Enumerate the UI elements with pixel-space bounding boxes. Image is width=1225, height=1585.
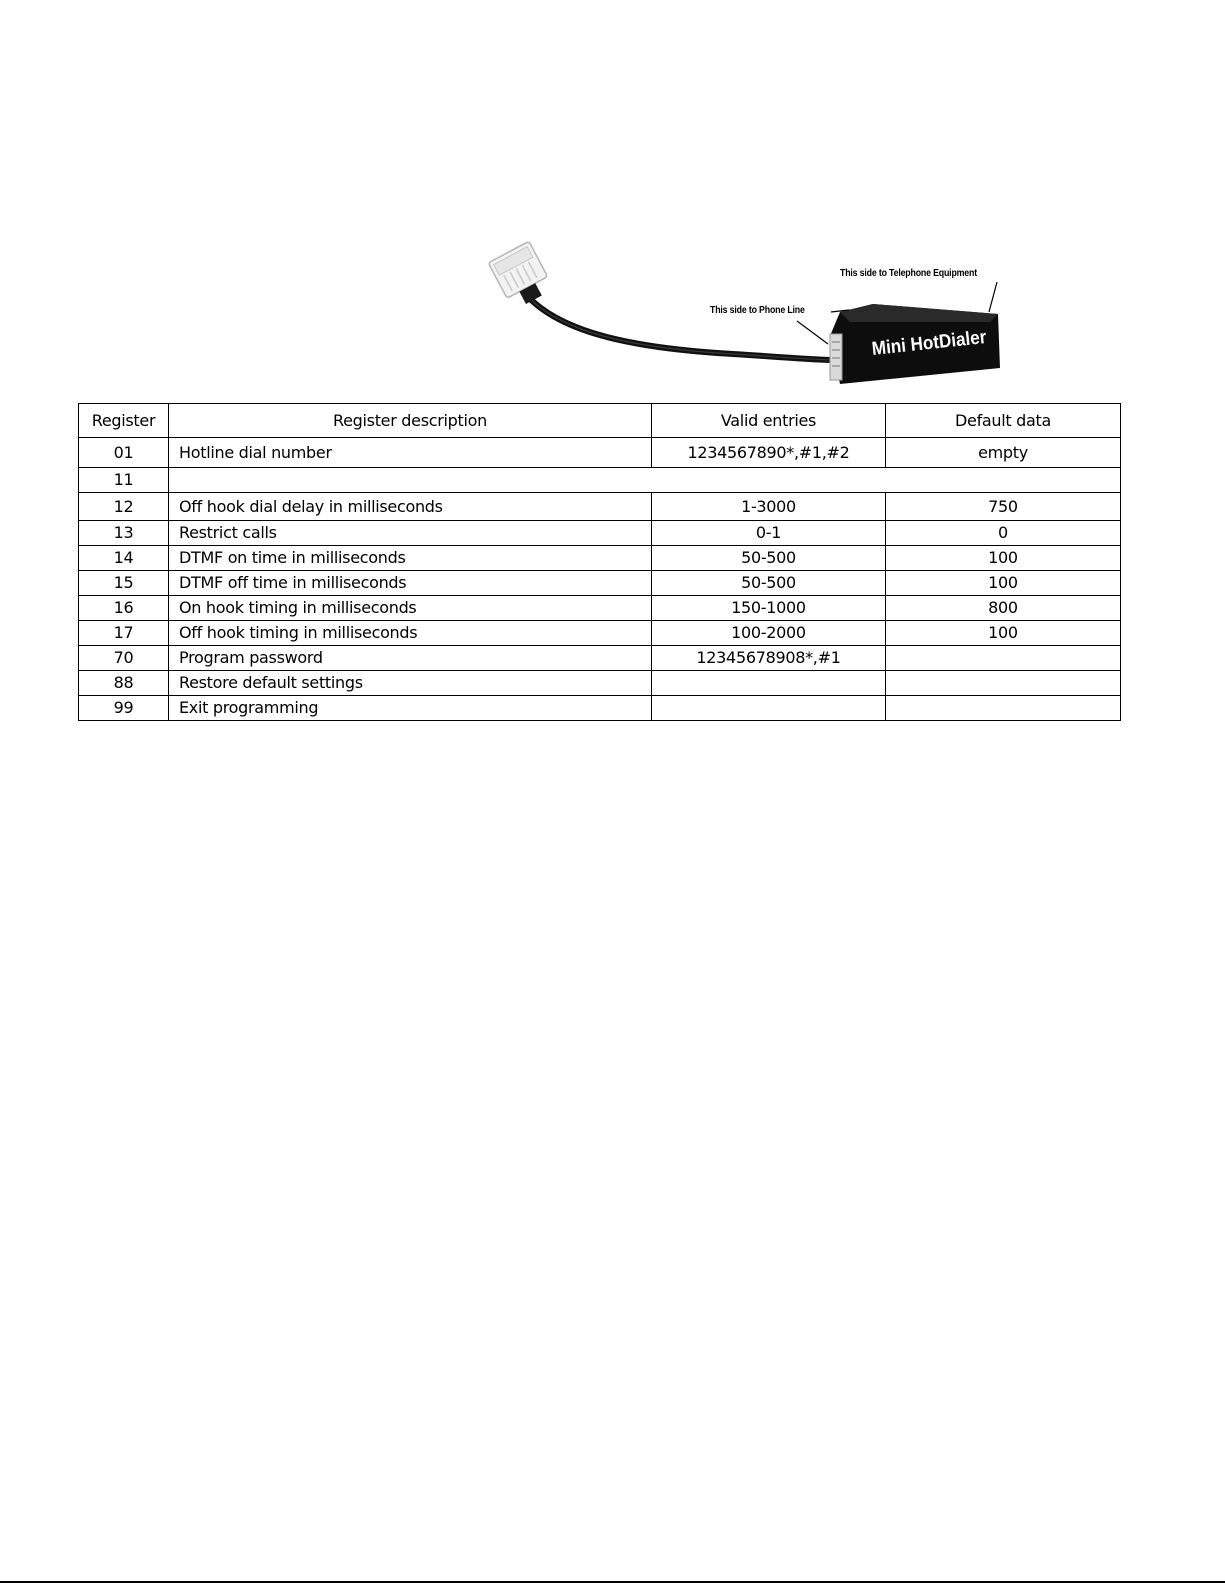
cell-description: Hotline dial number — [169, 438, 652, 468]
cell-valid-entries — [652, 696, 886, 721]
cell-description: Exit programming — [169, 696, 652, 721]
cell-default-data — [886, 646, 1121, 671]
table-row — [79, 546, 1121, 571]
header-valid-entries: Valid entries — [652, 404, 886, 438]
cell-register: 88 — [79, 671, 169, 696]
table-row — [79, 671, 1121, 696]
callout-phone-line: This side to Phone Line — [710, 305, 805, 316]
device-label: Mini HotDialer — [870, 327, 988, 360]
cell-description: DTMF on time in milliseconds — [169, 546, 652, 571]
cell-valid-entries: 1-3000 — [652, 493, 886, 521]
cell-register: 17 — [79, 621, 169, 646]
table-row — [79, 696, 1121, 721]
mini-hotdialer-image — [478, 236, 1038, 396]
cell-description: DTMF off time in milliseconds — [169, 571, 652, 596]
callout-telephone-equipment: This side to Telephone Equipment — [840, 268, 977, 279]
cell-default-data — [886, 696, 1121, 721]
cell-description: On hook timing in milliseconds — [169, 596, 652, 621]
cell-valid-entries: 150-1000 — [652, 596, 886, 621]
table-header-row — [79, 404, 1121, 438]
cell-register: 01 — [79, 438, 169, 468]
table-row — [79, 468, 1121, 493]
cell-default-data: 0 — [886, 521, 1121, 546]
table-row — [79, 571, 1121, 596]
cell-description: Restrict calls — [169, 521, 652, 546]
header-default-data: Default data — [886, 404, 1121, 438]
cell-register: 16 — [79, 596, 169, 621]
cell-description: Off hook dial delay in milliseconds — [169, 493, 652, 521]
cell-register: 12 — [79, 493, 169, 521]
table-row — [79, 438, 1121, 468]
page-bottom-rule — [0, 1581, 1225, 1583]
cell-valid-entries: 1234567890*,#1,#2 — [652, 438, 886, 468]
table-row — [79, 521, 1121, 546]
product-figure — [478, 236, 1038, 396]
table-row — [79, 621, 1121, 646]
cell-description — [169, 468, 1121, 493]
register-table — [78, 403, 1121, 721]
table-row — [79, 646, 1121, 671]
cell-valid-entries: 50-500 — [652, 546, 886, 571]
table-row — [79, 493, 1121, 521]
cell-default-data: 800 — [886, 596, 1121, 621]
cell-register: 13 — [79, 521, 169, 546]
cell-default-data: 750 — [886, 493, 1121, 521]
cell-default-data: empty — [886, 438, 1121, 468]
cell-description: Restore default settings — [169, 671, 652, 696]
cell-valid-entries: 12345678908*,#1 — [652, 646, 886, 671]
cell-register: 14 — [79, 546, 169, 571]
cell-default-data: 100 — [886, 546, 1121, 571]
cell-register: 15 — [79, 571, 169, 596]
cell-description: Program password — [169, 646, 652, 671]
cell-default-data — [886, 671, 1121, 696]
cell-default-data: 100 — [886, 571, 1121, 596]
cell-valid-entries — [652, 671, 886, 696]
cell-valid-entries: 100-2000 — [652, 621, 886, 646]
table-row — [79, 596, 1121, 621]
rj11-plug — [488, 241, 554, 310]
cell-description: Off hook timing in milliseconds — [169, 621, 652, 646]
cell-register: 11 — [79, 468, 169, 493]
header-description: Register description — [169, 404, 652, 438]
header-register: Register — [79, 404, 169, 438]
cell-valid-entries: 0-1 — [652, 521, 886, 546]
cell-default-data: 100 — [886, 621, 1121, 646]
cell-register: 99 — [79, 696, 169, 721]
cell-register: 70 — [79, 646, 169, 671]
cell-valid-entries: 50-500 — [652, 571, 886, 596]
